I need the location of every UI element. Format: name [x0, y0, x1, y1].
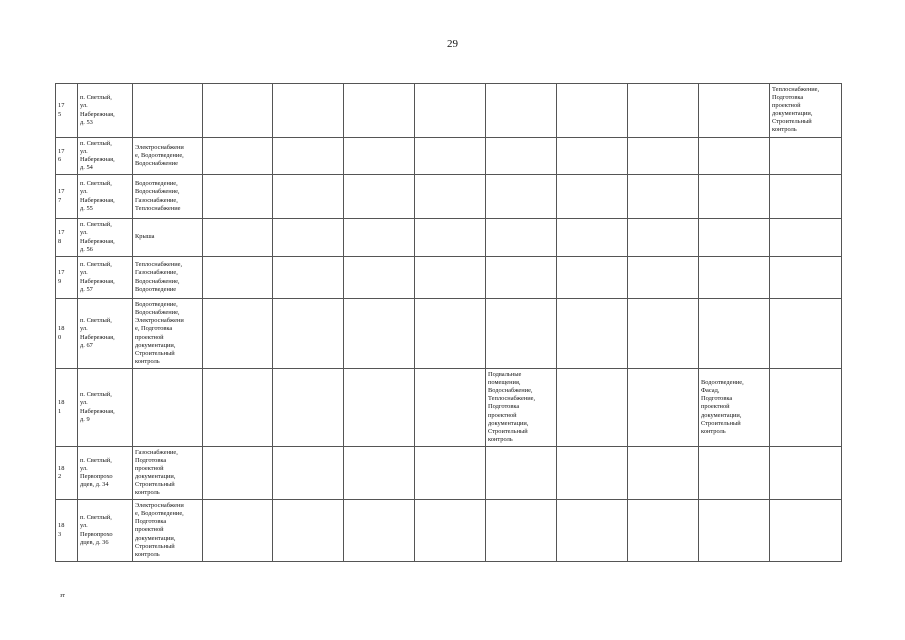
table-row — [56, 257, 842, 299]
works-cell — [699, 500, 770, 562]
works-cell — [273, 447, 344, 500]
works-cell: Газоснабжение, Подготовка проектной документации, Строительный контроль — [133, 447, 203, 500]
works-cell — [557, 299, 628, 369]
works-cell — [557, 447, 628, 500]
works-cell — [203, 84, 273, 138]
works-cell — [133, 84, 203, 138]
address-cell: п. Светлый, ул. Набережная, д. 56 — [78, 219, 133, 257]
works-cell — [415, 257, 486, 299]
works-cell — [770, 257, 842, 299]
table-row — [56, 500, 842, 562]
page-number: 29 — [447, 38, 458, 50]
works-cell — [628, 257, 699, 299]
works-cell — [203, 447, 273, 500]
works-cell — [344, 219, 415, 257]
works-cell — [203, 219, 273, 257]
works-cell — [344, 447, 415, 500]
works-cell — [344, 257, 415, 299]
address-cell: п. Светлый, ул. Набережная, д. 53 — [78, 84, 133, 138]
footer-code: зт — [60, 593, 65, 599]
works-cell — [628, 219, 699, 257]
works-cell — [628, 299, 699, 369]
address-cell: п. Светлый, ул. Набережная, д. 67 — [78, 299, 133, 369]
works-cell — [699, 257, 770, 299]
works-cell — [273, 175, 344, 219]
table-row — [56, 175, 842, 219]
works-cell: Водоотведение, Водоснабжение, Электроснабжени е, Подготовка проектной документации, Строительный контроль — [133, 299, 203, 369]
works-cell — [699, 299, 770, 369]
works-cell — [415, 84, 486, 138]
works-cell — [415, 369, 486, 447]
works-cell — [273, 257, 344, 299]
works-cell — [273, 369, 344, 447]
works-cell — [486, 299, 557, 369]
works-cell — [557, 84, 628, 138]
works-cell — [344, 138, 415, 175]
address-cell: п. Светлый, ул. Первопрохо дцев, д. 36 — [78, 500, 133, 562]
works-cell — [415, 447, 486, 500]
works-cell: Теплоснабжение, Газоснабжение, Водоснабжение, Водоотведение — [133, 257, 203, 299]
works-cell — [699, 447, 770, 500]
works-cell — [415, 219, 486, 257]
works-cell — [770, 299, 842, 369]
address-cell: п. Светлый, ул. Набережная, д. 55 — [78, 175, 133, 219]
works-cell — [273, 299, 344, 369]
works-cell — [770, 175, 842, 219]
row-number: 17 5 — [56, 84, 78, 138]
works-cell — [486, 500, 557, 562]
works-cell — [557, 257, 628, 299]
works-cell: Теплоснабжение, Подготовка проектной документации, Строительный контроль — [770, 84, 842, 138]
works-cell — [628, 138, 699, 175]
works-cell — [273, 138, 344, 175]
works-cell — [273, 219, 344, 257]
works-cell — [415, 175, 486, 219]
works-cell — [344, 299, 415, 369]
works-cell — [344, 369, 415, 447]
works-cell — [203, 369, 273, 447]
table-row — [56, 84, 842, 138]
address-cell: п. Светлый, ул. Набережная, д. 57 — [78, 257, 133, 299]
works-cell — [415, 500, 486, 562]
row-number: 17 7 — [56, 175, 78, 219]
works-cell — [203, 257, 273, 299]
works-cell — [557, 138, 628, 175]
address-cell: п. Светлый, ул. Набережная, д. 54 — [78, 138, 133, 175]
works-cell — [486, 138, 557, 175]
works-cell: Электроснабжени е, Водоотведение, Водоснабжение — [133, 138, 203, 175]
row-number: 17 6 — [56, 138, 78, 175]
works-cell — [770, 447, 842, 500]
row-number: 17 9 — [56, 257, 78, 299]
address-cell: п. Светлый, ул. Набережная, д. 9 — [78, 369, 133, 447]
table-row — [56, 299, 842, 369]
works-cell — [770, 369, 842, 447]
works-cell — [770, 138, 842, 175]
address-cell: п. Светлый, ул. Первопрохо дцев, д. 34 — [78, 447, 133, 500]
works-cell — [344, 175, 415, 219]
works-cell — [273, 84, 344, 138]
works-cell — [699, 219, 770, 257]
works-cell — [557, 500, 628, 562]
works-cell — [344, 84, 415, 138]
works-cell — [699, 84, 770, 138]
table-row — [56, 219, 842, 257]
works-cell — [699, 175, 770, 219]
works-cell — [203, 299, 273, 369]
works-cell: Электроснабжени е, Водоотведение, Подготовка проектной документации, Строительный контроль — [133, 500, 203, 562]
works-cell — [699, 138, 770, 175]
works-cell — [415, 138, 486, 175]
works-cell — [486, 257, 557, 299]
works-cell — [486, 84, 557, 138]
works-cell — [486, 175, 557, 219]
works-cell — [628, 447, 699, 500]
works-table — [55, 83, 842, 562]
works-cell: Водоотведение, Фасад, Подготовка проектной документации, Строительный контроль — [699, 369, 770, 447]
table-row — [56, 369, 842, 447]
works-cell — [133, 369, 203, 447]
works-cell — [628, 500, 699, 562]
row-number: 18 3 — [56, 500, 78, 562]
works-cell — [203, 138, 273, 175]
row-number: 17 8 — [56, 219, 78, 257]
works-cell — [628, 369, 699, 447]
works-cell: Подвальные помещения, Водоснабжение, Теплоснабжение, Подготовка проектной документации, Строительный контроль — [486, 369, 557, 447]
works-cell — [770, 500, 842, 562]
works-cell — [486, 447, 557, 500]
works-cell — [770, 219, 842, 257]
works-cell — [344, 500, 415, 562]
works-cell — [557, 175, 628, 219]
works-cell — [415, 299, 486, 369]
works-cell — [628, 175, 699, 219]
table-row — [56, 138, 842, 175]
row-number: 18 2 — [56, 447, 78, 500]
table-row — [56, 447, 842, 500]
works-cell — [628, 84, 699, 138]
works-cell — [557, 369, 628, 447]
works-cell — [203, 175, 273, 219]
row-number: 18 1 — [56, 369, 78, 447]
works-cell — [203, 500, 273, 562]
works-cell: Водоотведение, Водоснабжение, Газоснабжение, Теплоснабжение — [133, 175, 203, 219]
works-cell — [557, 219, 628, 257]
works-cell — [486, 219, 557, 257]
works-cell — [273, 500, 344, 562]
row-number: 18 0 — [56, 299, 78, 369]
works-cell: Крыша — [133, 219, 203, 257]
